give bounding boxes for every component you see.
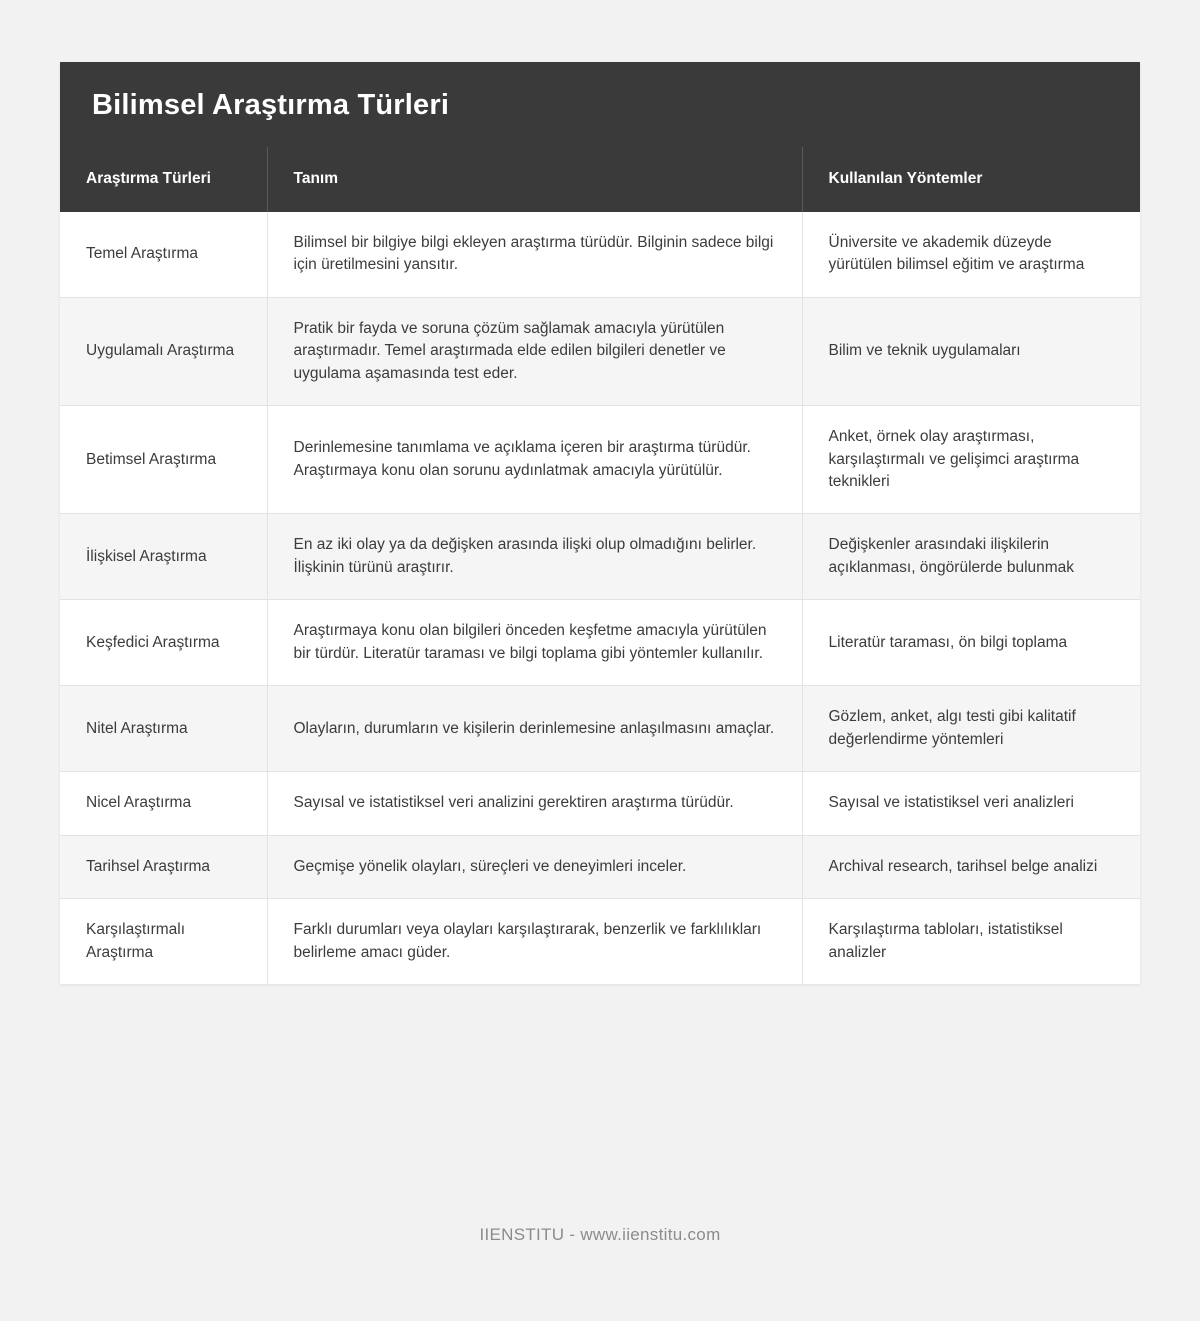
table-row bbox=[60, 212, 1140, 297]
cell-methods: Karşılaştırma tabloları, istatistiksel analizler bbox=[802, 899, 1140, 984]
research-types-table bbox=[60, 147, 1140, 984]
cell-methods: Literatür taraması, ön bilgi toplama bbox=[802, 600, 1140, 686]
column-header-methods: Kullanılan Yöntemler bbox=[802, 147, 1140, 212]
research-types-table-card bbox=[60, 62, 1140, 984]
cell-definition: Sayısal ve istatistiksel veri analizini gerektiren araştırma türüdür. bbox=[267, 772, 802, 835]
cell-definition: Araştırmaya konu olan bilgileri önceden keşfetme amacıyla yürütülen bir türdür. Literatür taraması ve bilgi toplama gibi yöntemler kullanılır. bbox=[267, 600, 802, 686]
table-row bbox=[60, 600, 1140, 686]
table-header-row bbox=[60, 147, 1140, 212]
cell-methods: Sayısal ve istatistiksel veri analizleri bbox=[802, 772, 1140, 835]
cell-research-type: Betimsel Araştırma bbox=[60, 406, 267, 514]
table-header bbox=[60, 147, 1140, 212]
page-title: Bilimsel Araştırma Türleri bbox=[92, 89, 450, 121]
table-body bbox=[60, 212, 1140, 984]
cell-definition: Geçmişe yönelik olayları, süreçleri ve deneyimleri inceler. bbox=[267, 835, 802, 898]
table-row bbox=[60, 686, 1140, 772]
table-row bbox=[60, 899, 1140, 984]
cell-research-type: Nitel Araştırma bbox=[60, 686, 267, 772]
cell-research-type: Temel Araştırma bbox=[60, 212, 267, 297]
cell-research-type: Nicel Araştırma bbox=[60, 772, 267, 835]
table-title-bar bbox=[60, 62, 1140, 147]
cell-methods: Bilim ve teknik uygulamaları bbox=[802, 297, 1140, 405]
cell-research-type: Keşfedici Araştırma bbox=[60, 600, 267, 686]
cell-methods: Üniversite ve akademik düzeyde yürütülen bilimsel eğitim ve araştırma bbox=[802, 212, 1140, 297]
table-row bbox=[60, 297, 1140, 405]
cell-methods: Değişkenler arasındaki ilişkilerin açıklanması, öngörülerde bulunmak bbox=[802, 514, 1140, 600]
cell-definition: Derinlemesine tanımlama ve açıklama içeren bir araştırma türüdür. Araştırmaya konu olan sorunu aydınlatmak amacıyla yürütülür. bbox=[267, 406, 802, 514]
column-header-research-types: Araştırma Türleri bbox=[60, 147, 267, 212]
cell-definition: En az iki olay ya da değişken arasında ilişki olup olmadığını belirler. İlişkinin türünü araştırır. bbox=[267, 514, 802, 600]
cell-methods: Archival research, tarihsel belge analizi bbox=[802, 835, 1140, 898]
cell-research-type: Uygulamalı Araştırma bbox=[60, 297, 267, 405]
cell-definition: Farklı durumları veya olayları karşılaştırarak, benzerlik ve farklılıkları belirleme amacı güder. bbox=[267, 899, 802, 984]
table-row bbox=[60, 514, 1140, 600]
column-header-definition: Tanım bbox=[267, 147, 802, 212]
table-row bbox=[60, 835, 1140, 898]
footer-credit: IIENSTITU - www.iienstitu.com bbox=[479, 1225, 721, 1244]
cell-methods: Anket, örnek olay araştırması, karşılaştırmalı ve gelişimci araştırma teknikleri bbox=[802, 406, 1140, 514]
cell-research-type: Karşılaştırmalı Araştırma bbox=[60, 899, 267, 984]
cell-research-type: Tarihsel Araştırma bbox=[60, 835, 267, 898]
cell-methods: Gözlem, anket, algı testi gibi kalitatif değerlendirme yöntemleri bbox=[802, 686, 1140, 772]
table-row bbox=[60, 406, 1140, 514]
cell-research-type: İlişkisel Araştırma bbox=[60, 514, 267, 600]
cell-definition: Bilimsel bir bilgiye bilgi ekleyen araştırma türüdür. Bilginin sadece bilgi için üretilmesini yansıtır. bbox=[267, 212, 802, 297]
cell-definition: Pratik bir fayda ve soruna çözüm sağlamak amacıyla yürütülen araştırmadır. Temel araştırmada elde edilen bilgileri denetler ve uygulama aşamasında test eder. bbox=[267, 297, 802, 405]
table-row bbox=[60, 772, 1140, 835]
cell-definition: Olayların, durumların ve kişilerin derinlemesine anlaşılmasını amaçlar. bbox=[267, 686, 802, 772]
